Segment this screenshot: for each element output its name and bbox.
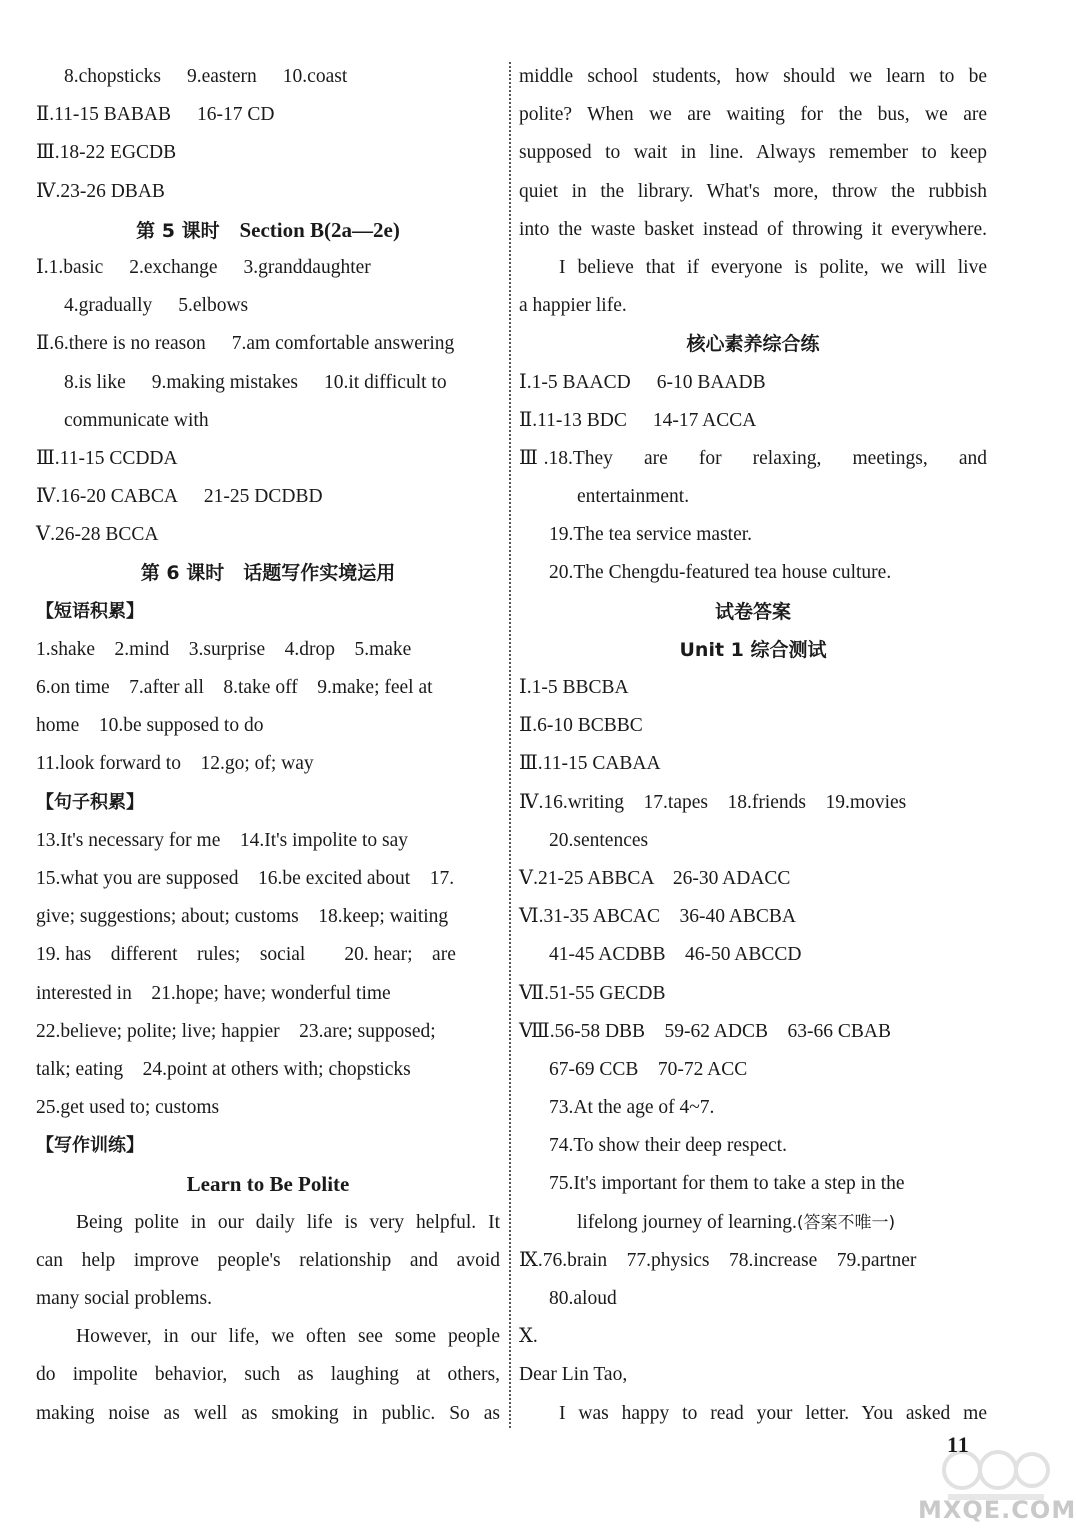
- answer-line: 74.To show their deep respect.: [549, 1135, 787, 1157]
- answer-text: 7.am comfortable answering: [231, 333, 455, 355]
- answer-line: 20.sentences: [549, 829, 649, 851]
- answer-line: Ⅳ.23-26 DBAB: [36, 180, 165, 202]
- answer-line: home 10.be supposed to do: [36, 715, 264, 737]
- essay-line: Being polite in our daily life is very helpful. It: [76, 1211, 500, 1233]
- essay-line: making noise as well as smoking in public. So as: [36, 1402, 500, 1424]
- answer-line: Ⅱ.6-10 BCBBC: [519, 715, 643, 737]
- answer-line: Ⅲ.18.They are for relaxing, meetings, and: [519, 447, 987, 469]
- answer-text: 2.exchange: [129, 256, 218, 278]
- answer-line: entertainment.: [577, 486, 690, 508]
- answer-text: 16-17 CD: [196, 104, 275, 126]
- answer-line: 19.The tea service master.: [549, 524, 753, 546]
- answer-line: 41-45 ACDBB 46-50 ABCCD: [549, 944, 802, 966]
- answer-text: Ⅳ.16-20 CABCA: [36, 486, 178, 508]
- essay-line: polite? When we are waiting for the bus, we are: [519, 104, 987, 126]
- answer-line: [36, 364, 500, 402]
- answer-text: 9.making mistakes: [151, 371, 298, 393]
- answer-line: 25.get used to; customs: [36, 1097, 220, 1119]
- answer-line: talk; eating 24.point at others with; chopsticks: [36, 1058, 411, 1080]
- answer-line: [36, 325, 500, 363]
- answer-text: 8.chopsticks: [64, 66, 161, 87]
- answer-text: Ⅰ.1-5 BAACD: [519, 371, 631, 393]
- essay-title: Learn to Be Polite: [186, 1172, 350, 1197]
- essay-line: However, in our life, we often see some people: [76, 1326, 500, 1348]
- subsection-label: 【短语积累】: [36, 600, 144, 622]
- answer-text: 6-10 BAADB: [656, 371, 766, 393]
- watermark-text: MXQE.COM: [918, 1496, 1076, 1524]
- page-number: 11: [947, 1432, 970, 1457]
- essay-line: supposed to wait in line. Always remember to keep: [519, 142, 987, 164]
- answer-line: 73.At the age of 4~7.: [549, 1097, 715, 1119]
- answer-text: Ⅱ.11-15 BABAB: [36, 104, 171, 126]
- section-heading: [36, 211, 500, 249]
- answer-text: 4.gradually: [64, 295, 153, 317]
- answer-line: 1.shake 2.mind 3.surprise 4.drop 5.make: [36, 638, 412, 660]
- answer-line: Ⅳ.16.writing 17.tapes 18.friends 19.movies: [519, 791, 907, 813]
- answer-line: Ⅹ.: [519, 1326, 538, 1348]
- answer-line: communicate with: [64, 409, 209, 431]
- answer-line: Ⅵ.31-35 ABCAC 36-40 ABCBA: [519, 906, 796, 928]
- essay-line: many social problems.: [36, 1288, 213, 1309]
- answer-line: 15.what you are supposed 16.be excited about 17.: [36, 867, 455, 889]
- lesson-label: 第 5 课时: [136, 219, 220, 242]
- answer-line: [519, 402, 987, 440]
- essay-line: I believe that if everyone is polite, we will live: [559, 256, 987, 278]
- answer-line: Ⅸ.76.brain 77.physics 78.increase 79.partner: [519, 1249, 917, 1271]
- answer-line: [36, 58, 500, 96]
- answer-line: 20.The Chengdu-featured tea house culture.: [549, 562, 892, 584]
- letter-salutation: Dear Lin Tao,: [519, 1364, 628, 1386]
- answer-text: Ⅰ.1.basic: [36, 256, 104, 278]
- essay-line: quiet in the library. What's more, throw the rubbish: [519, 180, 987, 202]
- answer-text: Ⅱ.6.there is no reason: [36, 333, 206, 355]
- answer-line: 13.It's necessary for me 14.It's impolite to say: [36, 829, 409, 851]
- answer-line: [519, 1204, 987, 1242]
- answer-note: (答案不唯一): [796, 1212, 896, 1233]
- answer-text: 8.is like: [64, 371, 126, 393]
- answer-line: 19. has different rules; social 20. hear; are: [36, 944, 456, 966]
- answer-line: Ⅲ.18-22 EGCDB: [36, 142, 177, 164]
- essay-line: can help improve people's relationship and avoid: [36, 1249, 500, 1271]
- section-heading: 核心素养综合练: [686, 333, 820, 356]
- subsection-label: 【写作训练】: [36, 1135, 144, 1157]
- answer-line: [36, 249, 500, 287]
- answer-line: 6.on time 7.after all 8.take off 9.make; feel at: [36, 677, 433, 698]
- answer-line: give; suggestions; about; customs 18.keep; waiting: [36, 906, 449, 928]
- unit-heading: Unit 1 综合测试: [679, 638, 827, 661]
- answer-line: 80.aloud: [549, 1288, 617, 1309]
- answer-line: 67-69 CCB 70-72 ACC: [549, 1058, 748, 1080]
- letter-line: I was happy to read your letter. You asked me: [559, 1402, 987, 1424]
- essay-line: middle school students, how should we learn to be: [519, 66, 987, 87]
- answer-line: Ⅶ.51-55 GECDB: [519, 982, 666, 1004]
- answer-text: 14-17 ACCA: [652, 409, 757, 431]
- section-heading: 第 6 课时 话题写作实境运用: [140, 562, 396, 585]
- answer-text: 21-25 DCDBD: [203, 486, 323, 508]
- answer-line: [36, 287, 500, 325]
- section-label: Section B(2a—2e): [239, 217, 400, 242]
- answer-line: [36, 96, 500, 134]
- answer-line: Ⅷ.56-58 DBB 59-62 ADCB 63-66 CBAB: [519, 1020, 891, 1042]
- answer-text: 9.eastern: [186, 66, 257, 87]
- answer-line: Ⅲ.11-15 CCDDA: [36, 447, 178, 469]
- answer-line: Ⅴ.21-25 ABBCA 26-30 ADACC: [519, 867, 791, 889]
- right-column: [519, 58, 987, 1433]
- column-divider: [509, 62, 511, 1428]
- subsection-label: 【句子积累】: [36, 791, 144, 813]
- answer-text: 10.it difficult to: [323, 371, 447, 393]
- section-heading: 试卷答案: [714, 600, 791, 623]
- answer-text: 5.elbows: [178, 295, 249, 317]
- answer-line: Ⅰ.1-5 BBCBA: [519, 677, 629, 698]
- answer-line: [519, 364, 987, 402]
- left-column: [36, 58, 500, 1433]
- answer-text: lifelong journey of learning.: [577, 1211, 797, 1233]
- answer-line: [36, 478, 500, 516]
- answer-line: 75.It's important for them to take a step in the: [549, 1173, 905, 1195]
- answer-line: 22.believe; polite; live; happier 23.are; supposed;: [36, 1020, 436, 1042]
- answer-line: 11.look forward to 12.go; of; way: [36, 753, 314, 775]
- answer-text: 3.granddaughter: [243, 256, 371, 278]
- essay-line: do impolite behavior, such as laughing at others,: [36, 1364, 500, 1386]
- answer-line: interested in 21.hope; have; wonderful time: [36, 982, 391, 1004]
- answer-line: Ⅴ.26-28 BCCA: [36, 524, 159, 546]
- answer-line: Ⅲ.11-15 CABAA: [519, 753, 661, 775]
- essay-line: a happier life.: [519, 295, 627, 317]
- essay-line: into the waste basket instead of throwing it everywhere.: [519, 218, 987, 240]
- answer-text: Ⅱ.11-13 BDC: [519, 409, 627, 431]
- answer-text: 10.coast: [282, 66, 348, 87]
